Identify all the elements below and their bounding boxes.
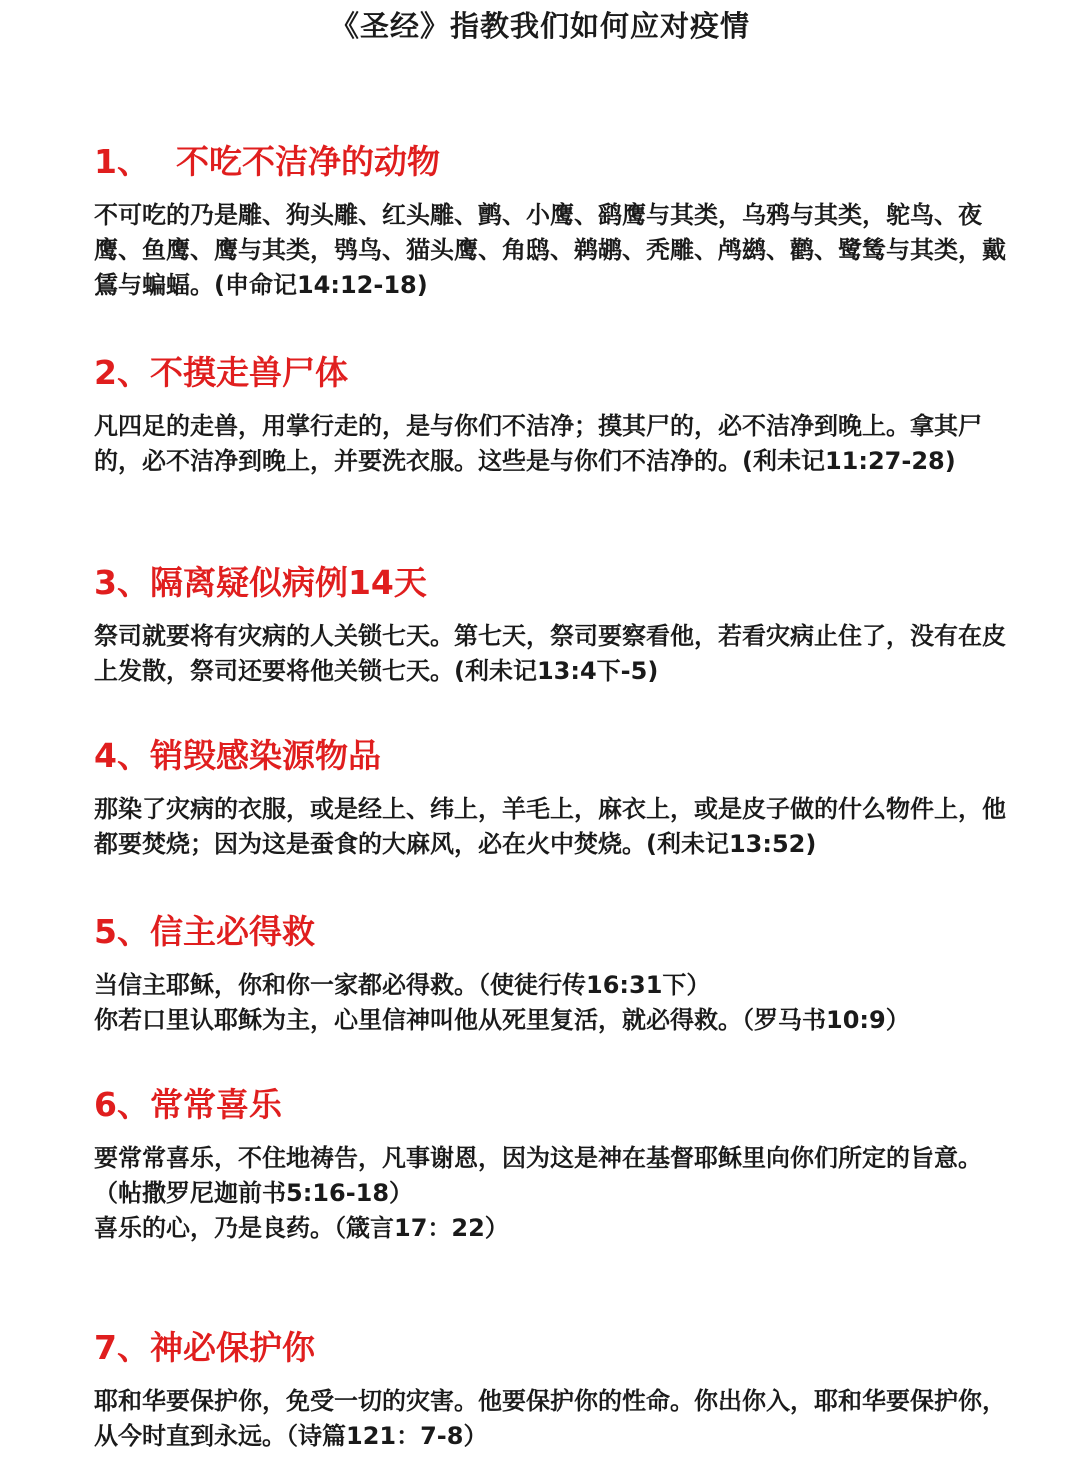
- section-title: 销毁感染源物品: [149, 736, 381, 775]
- section-title: 隔离疑似病例14天: [149, 563, 427, 602]
- scripture-paragraph: 耶和华要保护你，免受一切的灾害。他要保护你的性命。你出你入，耶和华要保护你，从今时直到永远。（诗篇121：7-8）: [94, 1387, 1006, 1450]
- scripture-paragraph: 不可吃的乃是雕、狗头雕、红头雕、鹯、小鹰、鹞鹰与其类，乌鸦与其类，鸵鸟、夜鹰、鱼鹰、鹰与其类，鸮鸟、猫头鹰、角鸱、鹈鹕、秃雕、鸬鹚、鹳、鹭鸶与其类，戴鵀与蝙蝠。(申命记14:12-18): [94, 201, 1006, 299]
- section-body: [94, 792, 1014, 862]
- scripture-paragraph: 要常常喜乐，不住地祷告，凡事谢恩，因为这是神在基督耶稣里向你们所定的旨意。（帖撒罗尼迦前书5:16-18）: [94, 1144, 982, 1207]
- section-body: [94, 1141, 1014, 1246]
- section-heading: [94, 1083, 1014, 1127]
- section-body: [94, 198, 1014, 303]
- section-title: 信主必得救: [149, 912, 315, 951]
- section-body: [94, 968, 1014, 1038]
- section-heading: [94, 1326, 1014, 1370]
- section-number: 6、: [94, 1085, 150, 1124]
- scripture-paragraph: 当信主耶稣，你和你一家都必得救。（使徒行传16:31下）: [94, 971, 711, 999]
- section-5: [94, 910, 1014, 1038]
- section-body: [94, 619, 1014, 689]
- section-heading: [94, 734, 1014, 778]
- section-7: [94, 1326, 1014, 1454]
- section-title: 常常喜乐: [149, 1085, 282, 1124]
- section-number: 7、: [94, 1328, 150, 1367]
- section-heading: [94, 351, 1014, 395]
- section-number: 3、: [94, 563, 150, 602]
- scripture-paragraph: 凡四足的走兽，用掌行走的，是与你们不洁净；摸其尸的，必不洁净到晚上。拿其尸的，必不洁净到晚上，并要洗衣服。这些是与你们不洁净的。(利未记11:27-28): [94, 412, 982, 475]
- section-body: [94, 409, 1014, 479]
- section-6: [94, 1083, 1014, 1246]
- scripture-paragraph: 祭司就要将有灾病的人关锁七天。第七天，祭司要察看他，若看灾病止住了，没有在皮上发散，祭司还要将他关锁七天。(利未记13:4下-5): [94, 622, 1006, 685]
- scripture-paragraph: 你若口里认耶稣为主，心里信神叫他从死里复活，就必得救。（罗马书10:9）: [94, 1006, 910, 1034]
- section-1: [94, 140, 1014, 303]
- scripture-paragraph: 那染了灾病的衣服，或是经上、纬上，羊毛上，麻衣上，或是皮子做的什么物件上，他都要焚烧；因为这是蚕食的大麻风，必在火中焚烧。(利未记13:52): [94, 795, 1006, 858]
- page-title: 《圣经》指教我们如何应对疫情: [329, 9, 750, 43]
- section-number: 5、: [94, 912, 150, 951]
- section-heading: [94, 140, 1014, 184]
- section-4: [94, 734, 1014, 862]
- section-title: 不摸走兽尸体: [149, 353, 348, 392]
- scripture-paragraph: 喜乐的心，乃是良药。（箴言17：22）: [94, 1214, 509, 1242]
- section-number: 2、: [94, 353, 150, 392]
- section-number: 4、: [94, 736, 150, 775]
- section-title: 神必保护你: [149, 1328, 315, 1367]
- section-number: 1、: [94, 142, 150, 181]
- section-title: 不吃不洁净的动物: [176, 142, 440, 181]
- section-heading: [94, 910, 1014, 954]
- section-2: [94, 351, 1014, 479]
- section-heading: [94, 561, 1014, 605]
- section-body: [94, 1384, 1014, 1454]
- section-3: [94, 561, 1014, 689]
